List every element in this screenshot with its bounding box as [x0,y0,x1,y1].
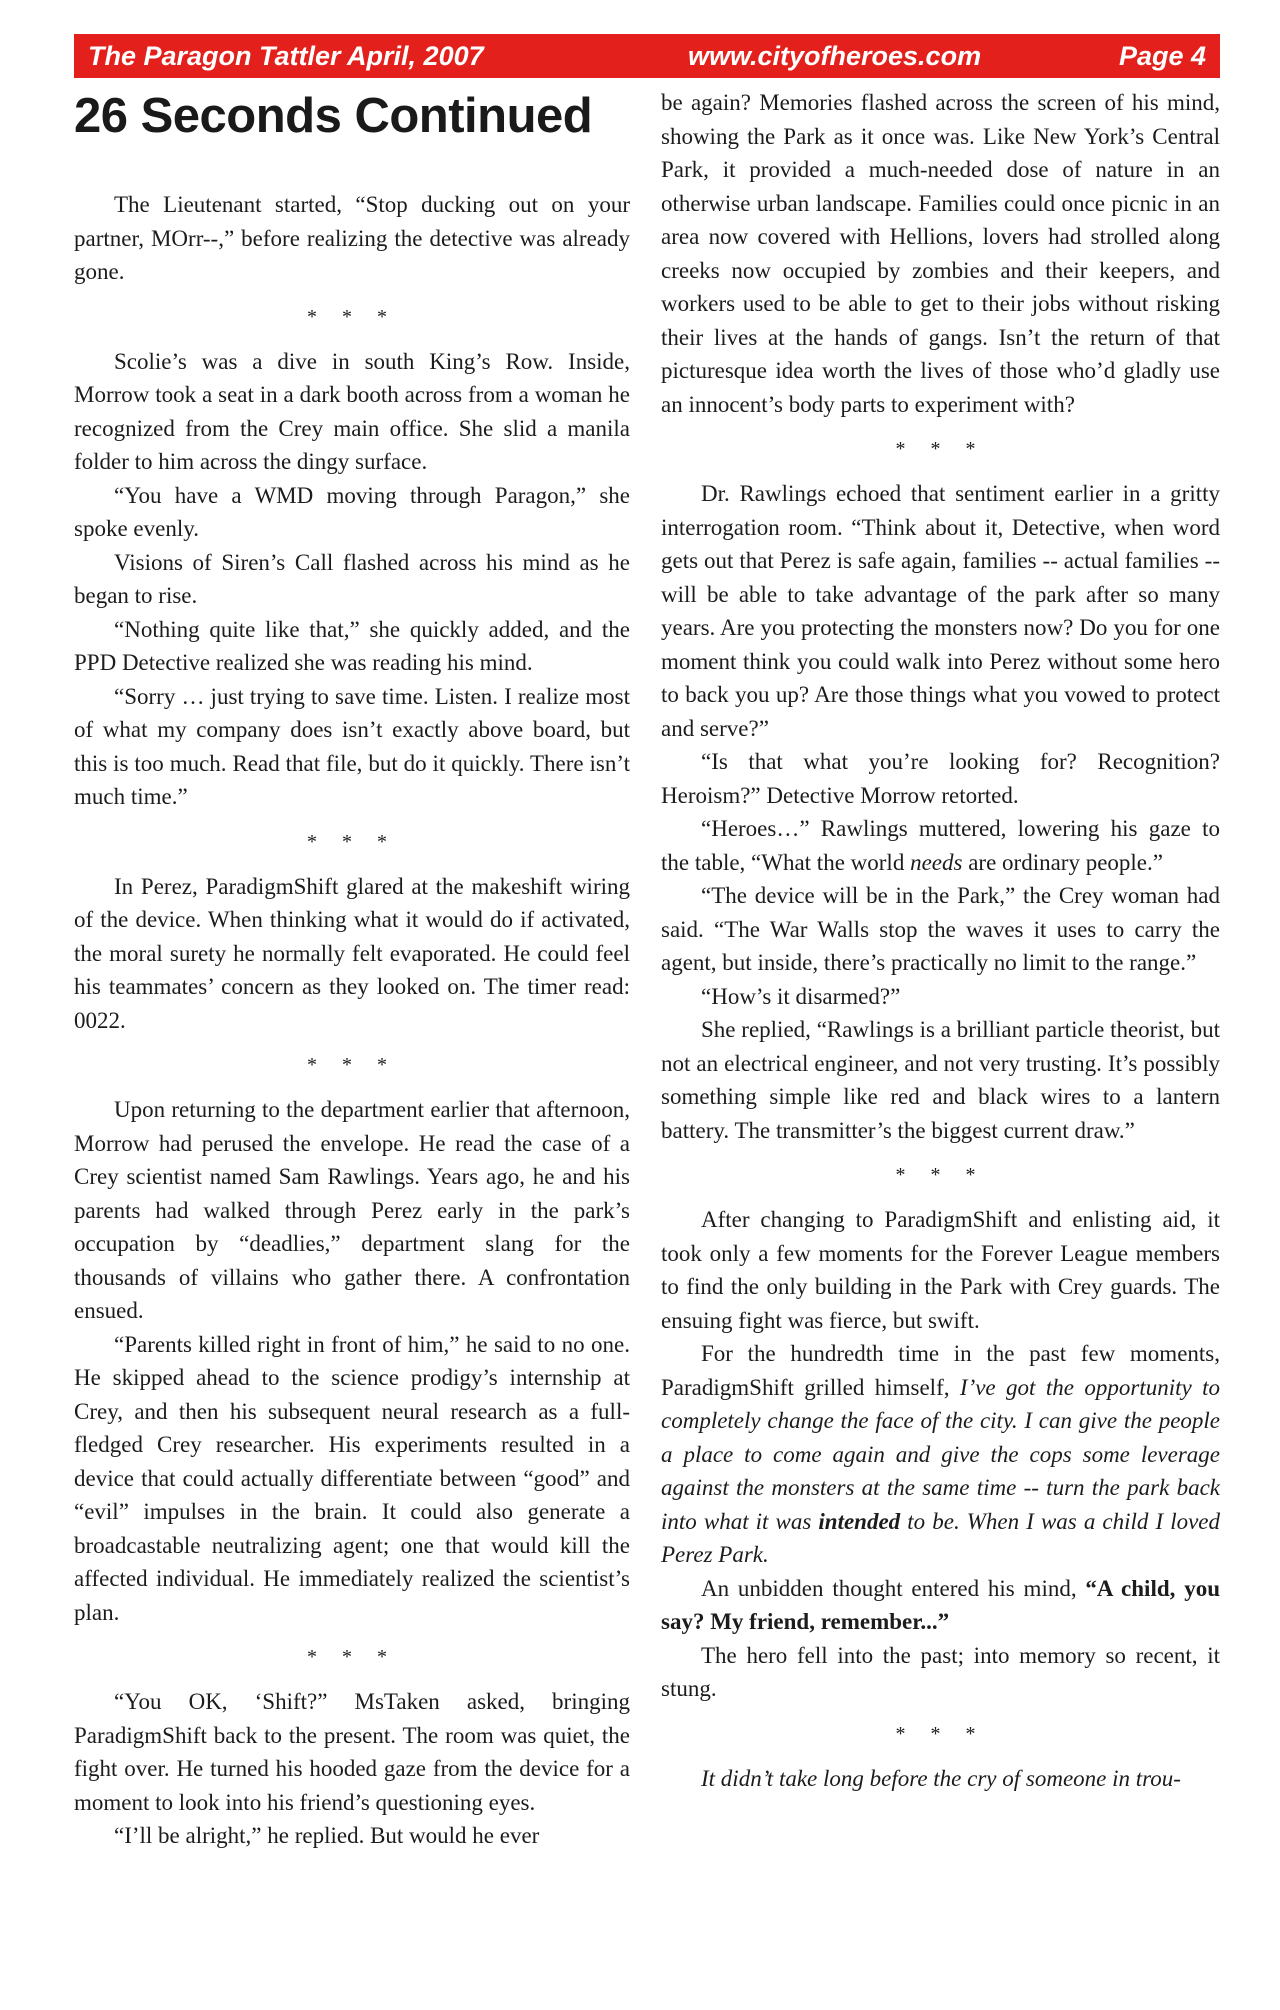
paragraph: “How’s it disarmed?” [701,983,901,1009]
section-separator: * * * [895,1164,986,1186]
article-title: 26 Seconds Continued [74,89,593,143]
section-separator: * * * [895,1722,986,1745]
paragraph: After changing to ParadigmShift and enlisting aid, it took only a few moments for the Forever League members to find the only building in the Park with Crey guards. The ensuing fight was fierce, but swift. [661,1207,1220,1333]
paragraph: Scolie’s was a dive in south King’s Row. Inside, Morrow took a seat in a dark booth across from a woman he recognized from the Crey main office. She slid a manila folder to him across the dingy surface. [74,348,630,474]
left-column [74,86,630,1853]
paragraph-continued: be again? Memories flashed across the screen of his mind, showing the Park as it once was. Like New York’s Central Park, it provided a much-needed dose of nature in an otherwise urban landscape. Families could once picnic in an area now covered with Hellions, lovers had strolled along creeks now occupied by zombies and their keepers, and workers used to be able to get to their jobs without risking their lives at the hands of gangs. Isn’t the return of that picturesque idea worth the lives of those who’d gladly use an innocent’s body parts to experiment with? [661,90,1220,417]
page-header-banner [74,34,1220,78]
paragraph: Upon returning to the department earlier that afternoon, Morrow had perused the envelope. He read the case of a Crey scientist named Sam Rawlings. Years ago, he and his parents had walked through Perez early in the park’s occupation by “deadlies,” department slang for the thousands of villains who gather there. A confrontation ensued. [74,1097,630,1323]
paragraph: “The device will be in the Park,” the Crey woman had said. “The War Walls stop the waves it uses to carry the agent, but inside, there’s practically no limit to the range.” [661,883,1220,975]
website-url[interactable]: www.cityofheroes.com [688,40,982,71]
paragraph: In Perez, ParadigmShift glared at the makeshift wiring of the device. When thinking what it would do if activated, the moral surety he normally felt evaporated. He could feel his teammates’ concern as they looked on. The timer read: 0022. [74,873,630,1033]
paragraph: “Sorry … just trying to save time. Listen. I realize most of what my company does isn’t exactly above board, but this is too much. Read that file, but do it quickly. There isn’t much time.” [74,683,630,809]
paragraph: “Parents killed right in front of him,” he said to no one. He skipped ahead to the science prodigy’s internship at Crey, and then his subsequent neural research as a full-fledged Crey researcher. His experiments resulted in a device that could actually differentiate between “good” and “evil” impulses in the brain. It could also generate a broadcastable neutralizing agent; one that would kill the affected individual. He immediately realized the scientist’s plan. [74,1331,630,1625]
paragraph: Visions of Siren’s Call flashed across his mind as he began to rise. [74,549,630,608]
section-separator: * * * [895,438,986,460]
emphasis-text: needs [910,849,963,875]
bold-italic-text: intended [818,1508,901,1534]
italic-thought: to be. When I was a child I loved Perez Park. [661,1508,1221,1567]
italic-thought: I’ve got the opportunity to completely change the face of the city. I can give the people a place to come again and give the cops some leverage against the monsters at the same time -- turn the park back into what it was [661,1374,1221,1534]
paragraph [661,1762,1220,1796]
paragraph: She replied, “Rawlings is a brilliant particle theorist, but not an electrical engineer, and not very trusting. It’s possibly something simple like red and black wires to a lantern battery. The transmitter’s the biggest current draw.” [661,1017,1220,1143]
italic-text: It didn’t take long before the cry of someone in trou- [701,1765,1181,1791]
section-separator: * * * [307,305,397,328]
section-separator: * * * [307,1646,397,1668]
paragraph [661,1337,1220,1572]
text-run: For the hundredth time in the past few moments, ParadigmShift grilled himself, [661,1341,1220,1400]
text-run: “Heroes…” Rawlings muttered, lowering his gaze to the table, “What the world [661,816,1220,875]
section-separator: * * * [307,830,397,853]
paragraph: “I’ll be alright,” he replied. But would he ever [114,1823,540,1848]
page-number: Page 4 [1118,40,1206,71]
paragraph: Dr. Rawlings echoed that sentiment earlier in a gritty interrogation room. “Think about it, Detective, when word gets out that Perez is safe again, families -- actual families -- will be able to take advantage of the park after so many years. Are you protecting the monsters now? Do you for one moment think you could walk into Perez without some hero to back you up? Are those things what you vowed to protect and serve?” [661,481,1220,741]
paragraph: “You have a WMD moving through Paragon,” she spoke evenly. [74,482,630,541]
section-separator: * * * [307,1054,397,1076]
paragraph: “You OK, ‘Shift?” MsTaken asked, bringing ParadigmShift back to the present. The room was quiet, the fight over. He turned his hooded gaze from the device for a moment to look into his friend’s questioning eyes. [74,1689,630,1815]
publication-title: The Paragon Tattler April, 2007 [88,40,484,71]
paragraph [661,812,1220,879]
text-run: are ordinary people.” [962,849,1163,875]
text-run: An unbidden thought entered his mind, [701,1575,1086,1601]
paragraph: “Is that what you’re looking for? Recognition? Heroism?” Detective Morrow retorted. [661,749,1220,808]
paragraph: The hero fell into the past; into memory so recent, it stung. [661,1642,1220,1701]
right-column [661,86,1220,1795]
paragraph: The Lieutenant started, “Stop ducking out on your partner, MOrr--,” before realizing the detective was already gone. [74,192,630,284]
paragraph [661,1572,1220,1639]
bold-quote: “A child, you say? My friend, remember...” [661,1575,1220,1634]
paragraph: “Nothing quite like that,” she quickly added, and the PPD Detective realized she was reading his mind. [74,616,630,675]
